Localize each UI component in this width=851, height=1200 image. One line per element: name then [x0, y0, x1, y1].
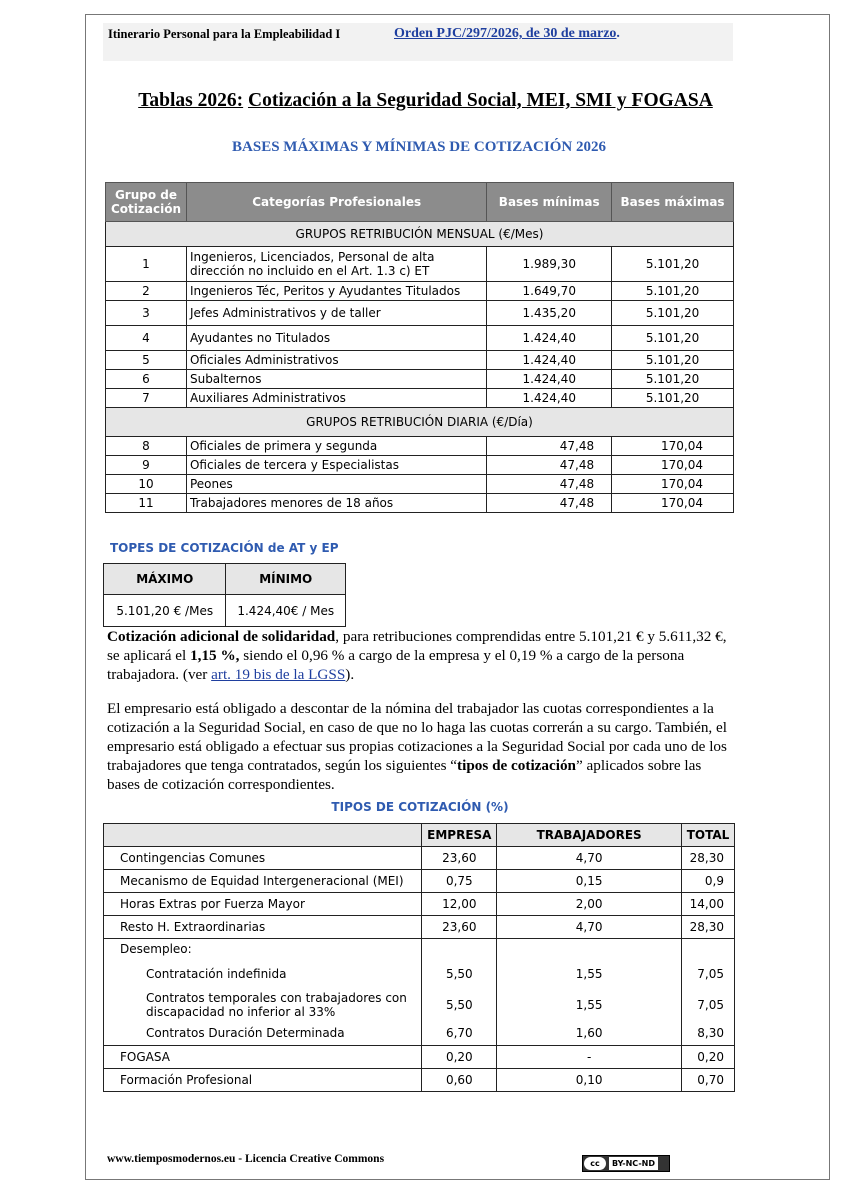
table-row: [104, 959, 735, 989]
max-cell: 170,04: [612, 456, 734, 475]
empresa-cell: 5,50: [422, 959, 497, 989]
section-label: GRUPOS RETRIBUCIÓN MENSUAL (€/Mes): [106, 222, 734, 247]
cc-logo-icon: cc: [584, 1157, 606, 1170]
group-cell: 1: [106, 247, 187, 282]
category-cell: Peones: [186, 475, 486, 494]
min-cell: 47,48: [487, 475, 612, 494]
category-cell: Oficiales de primera y segunda: [186, 437, 486, 456]
header-empresa: EMPRESA: [422, 824, 497, 847]
empty-cell: [422, 939, 497, 960]
max-cell: 170,04: [612, 494, 734, 513]
category-cell: Oficiales Administrativos: [186, 351, 486, 370]
trabajadores-cell: 1,55: [497, 959, 682, 989]
empresa-cell: 6,70: [422, 1021, 497, 1046]
footer-license: Licencia Creative Commons: [245, 1153, 385, 1165]
table-row: [106, 456, 734, 475]
bases-subtitle: BASES MÁXIMAS Y MÍNIMAS DE COTIZACIÓN 2026: [232, 139, 606, 155]
max-cell: 5.101,20: [612, 326, 734, 351]
header-min: Bases mínimas: [487, 183, 612, 222]
concept-cell: FOGASA: [104, 1046, 422, 1069]
category-cell: Ingenieros, Licenciados, Personal de alta dirección no incluido en el Art. 1.3 c) ET: [186, 247, 486, 282]
header-category: Categorías Profesionales: [186, 183, 486, 222]
concept-cell: Formación Profesional: [104, 1069, 422, 1092]
min-cell: 1.435,20: [487, 301, 612, 326]
concept-cell: Contratos Duración Determinada: [104, 1021, 422, 1046]
page-title: [0, 90, 851, 112]
topes-value-row: [104, 595, 346, 627]
cc-license-badge-icon[interactable]: [582, 1155, 670, 1172]
trabajadores-cell: 0,15: [497, 870, 682, 893]
section-row-daily: [106, 408, 734, 437]
trabajadores-cell: -: [497, 1046, 682, 1069]
bases-header-row: [106, 183, 734, 222]
group-cell: 11: [106, 494, 187, 513]
group-cell: 4: [106, 326, 187, 351]
empresa-cell: 5,50: [422, 989, 497, 1021]
obligations-text-b: ” aplicados sobre las bases de cotización correspondientes.: [107, 757, 702, 793]
min-cell: 1.989,30: [487, 247, 612, 282]
topes-title: TOPES DE COTIZACIÓN de AT y EP: [110, 541, 339, 555]
min-cell: 1.424,40: [487, 370, 612, 389]
table-row: [104, 870, 735, 893]
solidarity-text-c: ).: [345, 666, 355, 683]
group-cell: 10: [106, 475, 187, 494]
max-cell: 5.101,20: [612, 351, 734, 370]
bases-table: [105, 182, 734, 513]
total-cell: 7,05: [682, 959, 735, 989]
trabajadores-cell: 2,00: [497, 893, 682, 916]
topes-max-value: 5.101,20 € /Mes: [104, 595, 226, 627]
group-cell: 5: [106, 351, 187, 370]
table-row: [106, 301, 734, 326]
category-cell: Ayudantes no Titulados: [186, 326, 486, 351]
table-row: [106, 494, 734, 513]
empty-cell: [682, 939, 735, 960]
table-row: [104, 1021, 735, 1046]
category-cell: Jefes Administrativos y de taller: [186, 301, 486, 326]
category-cell: Subalternos: [186, 370, 486, 389]
max-cell: 170,04: [612, 437, 734, 456]
concept-cell: Contingencias Comunes: [104, 847, 422, 870]
desempleo-label: Desempleo:: [104, 939, 422, 960]
empresa-cell: 0,60: [422, 1069, 497, 1092]
trabajadores-cell: 0,10: [497, 1069, 682, 1092]
table-row: [104, 893, 735, 916]
max-cell: 5.101,20: [612, 389, 734, 408]
table-row: [106, 475, 734, 494]
table-row: [106, 351, 734, 370]
page-title-main: Cotización a la Seguridad Social, MEI, SMI y FOGASA: [248, 90, 713, 111]
table-row: [104, 847, 735, 870]
table-row: [106, 370, 734, 389]
min-cell: 1.649,70: [487, 282, 612, 301]
lgss-link[interactable]: art. 19 bis de la LGSS: [211, 666, 346, 683]
min-cell: 47,48: [487, 494, 612, 513]
category-cell: Auxiliares Administrativos: [186, 389, 486, 408]
footer-site[interactable]: www.tiemposmodernos.eu: [107, 1153, 236, 1165]
min-cell: 1.424,40: [487, 326, 612, 351]
min-cell: 1.424,40: [487, 389, 612, 408]
solidarity-text-b: siendo el 0,96 % a cargo de la empresa y el 0,19 % a cargo de la persona trabajadora. (ver: [107, 647, 685, 683]
empty-cell: [497, 939, 682, 960]
tipos-table: [103, 823, 735, 1092]
header-group: Grupo de Cotización: [106, 183, 187, 222]
group-cell: 8: [106, 437, 187, 456]
table-row: [106, 389, 734, 408]
table-row: [104, 989, 735, 1021]
concept-cell: Horas Extras por Fuerza Mayor: [104, 893, 422, 916]
section-row-monthly: [106, 222, 734, 247]
table-row: [106, 437, 734, 456]
solidarity-lead: Cotización adicional de solidaridad: [107, 628, 336, 645]
trabajadores-cell: 4,70: [497, 847, 682, 870]
order-reference: [394, 26, 620, 42]
table-row: [106, 282, 734, 301]
footer-separator: -: [235, 1153, 246, 1165]
header-total: TOTAL: [682, 824, 735, 847]
concept-cell: Mecanismo de Equidad Intergeneracional (MEI): [104, 870, 422, 893]
min-cell: 47,48: [487, 437, 612, 456]
table-row: [104, 1046, 735, 1069]
tipos-title: TIPOS DE COTIZACIÓN (%): [331, 800, 509, 814]
header-trabajadores: TRABAJADORES: [497, 824, 682, 847]
total-cell: 8,30: [682, 1021, 735, 1046]
total-cell: 14,00: [682, 893, 735, 916]
obligations-bold: tipos de cotización: [457, 757, 577, 774]
min-cell: 1.424,40: [487, 351, 612, 370]
concept-cell: Resto H. Extraordinarias: [104, 916, 422, 939]
category-cell: Ingenieros Téc, Peritos y Ayudantes Titulados: [186, 282, 486, 301]
concept-cell: Contratación indefinida: [104, 959, 422, 989]
category-cell: Trabajadores menores de 18 años: [186, 494, 486, 513]
trabajadores-cell: 1,55: [497, 989, 682, 1021]
solidarity-text-a: , para retribuciones comprendidas entre 5.101,21 € y 5.611,32 €, se aplicará el: [107, 628, 727, 664]
empresa-cell: 23,60: [422, 916, 497, 939]
tipos-header-row: [104, 824, 735, 847]
page-header: [103, 23, 733, 61]
order-suffix: .: [616, 26, 620, 41]
group-cell: 6: [106, 370, 187, 389]
max-cell: 170,04: [612, 475, 734, 494]
topes-min-label: MÍNIMO: [226, 564, 346, 595]
cc-badge-text: BY-NC-ND: [609, 1157, 658, 1170]
max-cell: 5.101,20: [612, 370, 734, 389]
empresa-cell: 12,00: [422, 893, 497, 916]
table-row: [104, 1069, 735, 1092]
course-name: Itinerario Personal para la Empleabilidad I: [108, 27, 341, 41]
table-row: [106, 247, 734, 282]
solidarity-paragraph: [107, 627, 732, 684]
header-max: Bases máximas: [612, 183, 734, 222]
section-label: GRUPOS RETRIBUCIÓN DIARIA (€/Día): [106, 408, 734, 437]
concept-cell: Contratos temporales con trabajadores con discapacidad no inferior al 33%: [104, 989, 422, 1021]
topes-header-row: [104, 564, 346, 595]
table-row: [106, 326, 734, 351]
empresa-cell: 0,75: [422, 870, 497, 893]
max-cell: 5.101,20: [612, 247, 734, 282]
obligations-paragraph: [107, 699, 732, 794]
total-cell: 7,05: [682, 989, 735, 1021]
total-cell: 28,30: [682, 916, 735, 939]
trabajadores-cell: 1,60: [497, 1021, 682, 1046]
header-concept: [104, 824, 422, 847]
solidarity-rate: 1,15 %,: [190, 647, 240, 664]
order-link[interactable]: Orden PJC/297/2026, de 30 de marzo: [394, 26, 617, 41]
page-footer: [107, 1153, 384, 1165]
group-cell: 3: [106, 301, 187, 326]
category-cell: Oficiales de tercera y Especialistas: [186, 456, 486, 475]
total-cell: 0,70: [682, 1069, 735, 1092]
topes-max-label: MÁXIMO: [104, 564, 226, 595]
empresa-cell: 0,20: [422, 1046, 497, 1069]
group-cell: 7: [106, 389, 187, 408]
topes-table: [103, 563, 346, 627]
group-cell: 9: [106, 456, 187, 475]
empresa-cell: 23,60: [422, 847, 497, 870]
topes-min-value: 1.424,40€ / Mes: [226, 595, 346, 627]
total-cell: 28,30: [682, 847, 735, 870]
min-cell: 47,48: [487, 456, 612, 475]
max-cell: 5.101,20: [612, 282, 734, 301]
obligations-text-a: El empresario está obligado a descontar de la nómina del trabajador las cuotas correspondientes a la cotización a la Seguridad Social, en caso de que no lo haga las cuotas correrán a su cargo. También, el empresario está obligado a efectuar sus propias cotizaciones a la Seguridad Social por cada uno de los trabajadores que tenga contratados, según los siguientes “: [107, 700, 727, 774]
page-title-prefix: Tablas 2026:: [138, 90, 244, 111]
group-cell: 2: [106, 282, 187, 301]
total-cell: 0,20: [682, 1046, 735, 1069]
trabajadores-cell: 4,70: [497, 916, 682, 939]
total-cell: 0,9: [682, 870, 735, 893]
desempleo-row: [104, 939, 735, 960]
table-row: [104, 916, 735, 939]
max-cell: 5.101,20: [612, 301, 734, 326]
